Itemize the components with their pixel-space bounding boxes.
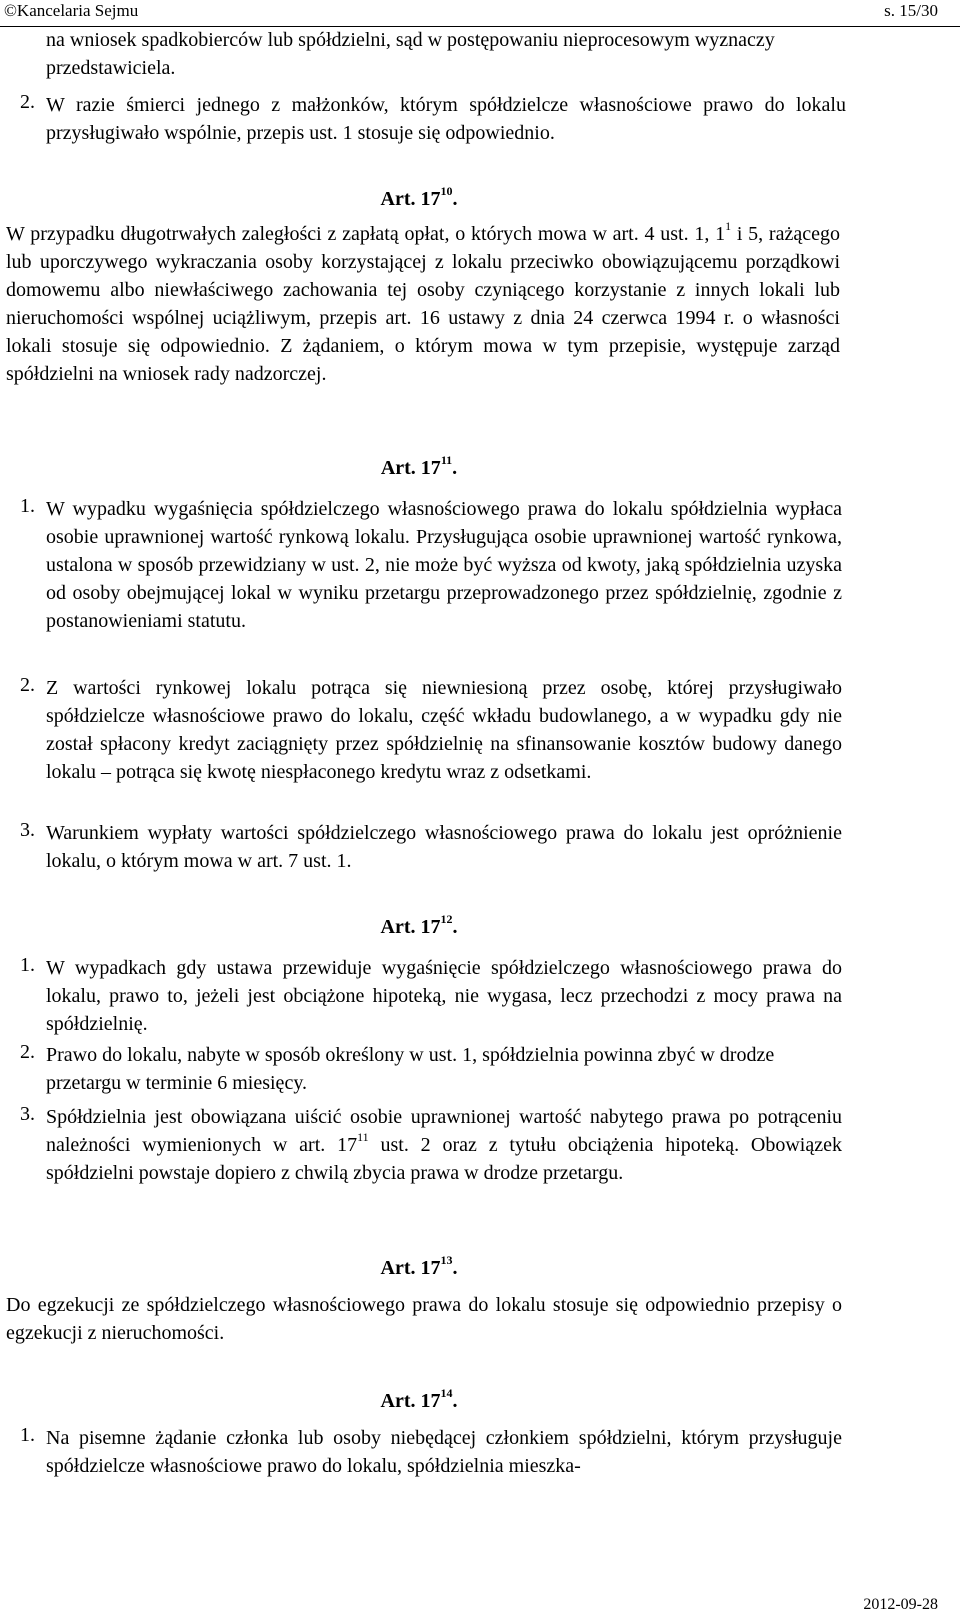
- item-number: 1.: [20, 954, 35, 976]
- article-heading-17-12: Art. $17^{12}$.: [380, 912, 458, 938]
- paragraph-art17-14-1: Na pisemne żądanie członka lub osoby niebędącej członkiem spółdzielni, którym przysługuje spółdzielcze własnościowe prawo do lokalu, spółdzielnia mieszka-: [46, 1427, 842, 1477]
- article-heading-17-13: Art. $17^{13}$.: [380, 1253, 458, 1279]
- article-heading-17-10: Art. $17^{10}$.: [380, 184, 458, 210]
- item-number: 2.: [20, 674, 35, 696]
- item-number: 3.: [20, 819, 35, 841]
- item-number: 3.: [20, 1103, 35, 1125]
- article-heading-17-14: Art. $17^{14}$.: [380, 1386, 458, 1412]
- footer-date: 2012-09-28: [863, 1596, 938, 1613]
- paragraph-art17-11-1: W wypadku wygaśnięcia spółdzielczego własnościowego prawa do lokalu spółdzielnia wypłaca osobie uprawnionej wartość rynkową lokalu. Przysługująca osobie uprawnionej wartość rynkowa, ustalona w sposób przewidziany w ust. 2, nie może być wyższa od kwoty, jaką spółdzielnia uzyska od osoby obejmującej lokal w wyniku przetargu przeprowadzonego przez spółdzielnię, zgodnie z postanowieniami statutu.: [46, 498, 842, 632]
- paragraph-art17-12-1: W wypadkach gdy ustawa przewiduje wygaśnięcie spółdzielczego własnościowego prawa do lokalu, prawo to, jeżeli jest obciążone hipoteką, nie wygasa, lecz przechodzi z mocy prawa na spółdzielnię.: [46, 957, 842, 1035]
- paragraph-art17-11-3: Warunkiem wypłaty wartości spółdzielczego własnościowego prawa do lokalu jest opróżnienie lokalu, o którym mowa w art. 7 ust. 1.: [46, 822, 842, 872]
- paragraph-art17-13: Do egzekucji ze spółdzielczego własnościowego prawa do lokalu stosuje się odpowiednio przepisy o egzekucji z nieruchomości.: [6, 1294, 842, 1344]
- item-number: 2.: [20, 91, 35, 113]
- header-page-number: s. 15/30: [884, 1, 938, 20]
- item-number: 1.: [20, 1424, 35, 1446]
- paragraph-art17-12-2: Prawo do lokalu, nabyte w sposób określony w ust. 1, spółdzielnia powinna zbyć w drodze przetargu w terminie 6 miesięcy.: [46, 1044, 775, 1094]
- item-number: 1.: [20, 495, 35, 517]
- paragraph-art17-12-3: Spółdzielnia jest obowiązana uiścić osobie uprawnionej wartość nabytego prawa po potrąceniu należności wymienionych w art. $17^{11}$ ust. 2 oraz z tytułu obciążenia hipoteką. Obowiązek spółdzielni powstaje dopiero z chwilą zbycia prawa w drodze przetargu.: [46, 1106, 842, 1184]
- paragraph-art17-11-2: Z wartości rynkowej lokalu potrąca się niewniesioną przez osobę, której przysługiwało spółdzielcze własnościowe prawo do lokalu, część wkładu budowlanego, a w wypadku gdy nie został spłacony kredyt zaciągnięty przez spółdzielnię na sfinansowanie kosztów budowy danego lokalu – potrąca się kwotę niespłaconego kredytu wraz z odsetkami.: [46, 677, 842, 783]
- header-copyright: ©Kancelaria Sejmu: [4, 1, 139, 20]
- paragraph-art17-9-2: W razie śmierci jednego z małżonków, którym spółdzielcze własnościowe prawo do lokalu przysługiwało wspólnie, przepis ust. 1 stosuje się odpowiednio.: [46, 94, 846, 144]
- item-number: 2.: [20, 1041, 35, 1063]
- article-heading-17-11: Art. $17^{11}$.: [380, 453, 458, 479]
- paragraph-continuation: na wniosek spadkobierców lub spółdzielni, sąd w postępowaniu nieprocesowym wyznaczy przedstawiciela.: [46, 29, 775, 79]
- page-header: [0, 0, 960, 27]
- paragraph-art17-10: W przypadku długotrwałych zaległości z zapłatą opłat, o których mowa w art. 4 ust. 1, $1^1$ i 5, rażącego lub uporczywego wykraczania osoby korzystającej z lokalu przeciwko obowiązującemu porządkowi domowemu albo niewłaściwego zachowania tej osoby czyniącego korzystanie z innych lokali lub nieruchomości wspólnej uciążliwym, przepis art. 16 ustawy z dnia 24 czerwca 1994 r. o własności lokali stosuje się odpowiednio. Z żądaniem, o którym mowa w tym przepisie, występuje zarząd spółdzielni na wniosek rady nadzorczej.: [6, 219, 840, 385]
